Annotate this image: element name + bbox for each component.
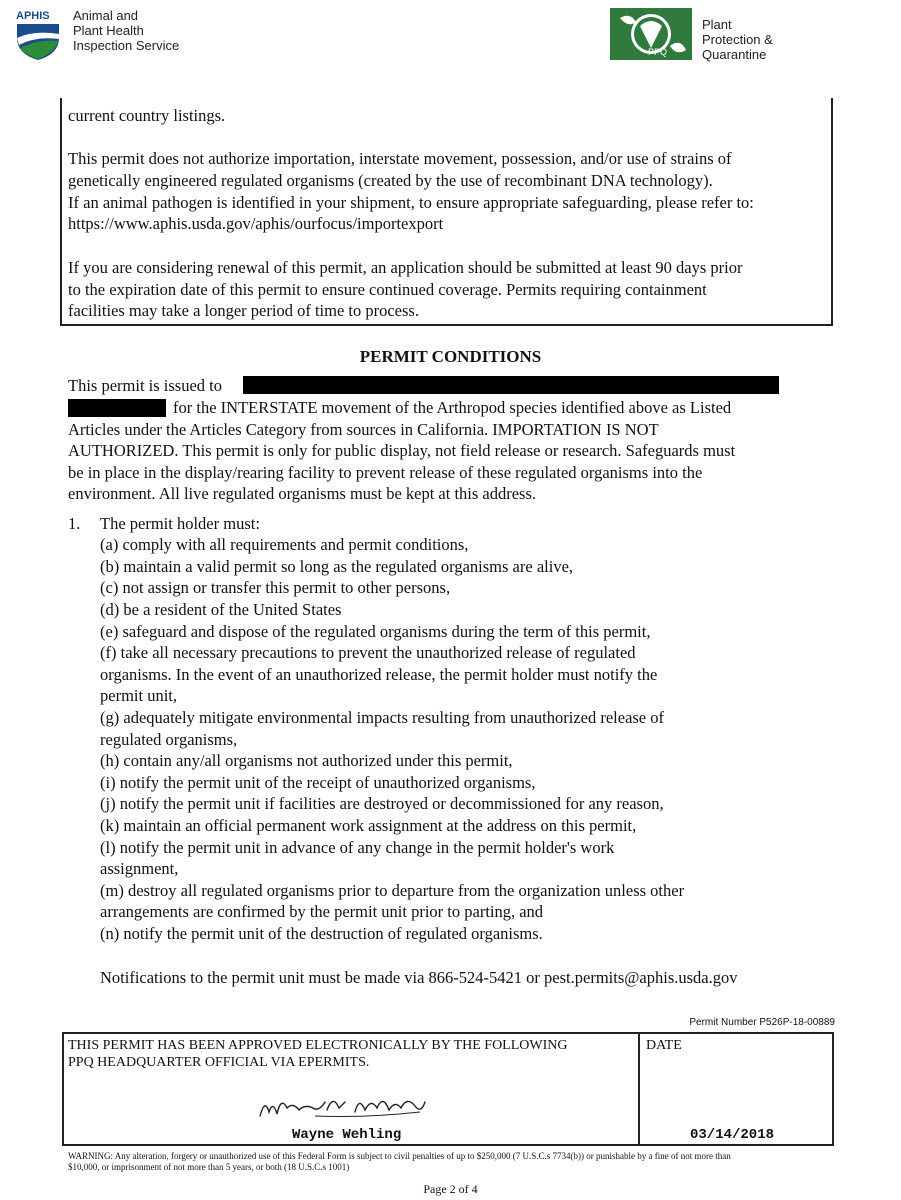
note-line: facilities may take a longer period of time to process. [68, 301, 419, 320]
condition-line: (l) notify the permit unit in advance of any change in the permit holder's work [100, 838, 615, 857]
ppq-line: Plant [702, 17, 732, 32]
note-line: https://www.aphis.usda.gov/aphis/ourfocus/importexport [68, 214, 444, 233]
condition-line: organisms. In the event of an unauthorized release, the permit holder must notify the [100, 665, 658, 684]
note-line: If an animal pathogen is identified in your shipment, to ensure appropriate safeguarding, please refer to: [68, 193, 754, 212]
aphis-logo [14, 8, 64, 60]
condition-line: (h) contain any/all organisms not authorized under this permit, [100, 751, 513, 770]
date-label: DATE [646, 1038, 682, 1053]
ppq-name [702, 17, 773, 62]
conditions-line: be in place in the display/rearing facility to prevent release of these regulated organisms into the [68, 463, 703, 482]
condition-line: arrangements are confirmed by the permit unit prior to parting, and [100, 902, 544, 921]
agency-line: Plant Health [73, 23, 144, 38]
agency-name [73, 8, 179, 53]
ppq-logo-text: PPQ [648, 47, 668, 57]
page-number: Page 2 of 4 [423, 1182, 478, 1196]
permit-number: Permit Number P526P-18-00889 [689, 1017, 835, 1028]
aphis-logo-text: APHIS [16, 10, 50, 22]
issued-to-label: This permit is issued to [68, 376, 222, 395]
ppq-logo [610, 8, 692, 60]
note-line: to the expiration date of this permit to ensure continued coverage. Permits requiring containment [68, 280, 707, 299]
condition-line: (g) adequately mitigate environmental impacts resulting from unauthorized release of [100, 708, 665, 727]
official-name: Wayne Wehling [292, 1127, 402, 1143]
ppq-line: Protection & [702, 32, 773, 47]
condition-line: (k) maintain an official permanent work assignment at the address on this permit, [100, 816, 637, 835]
condition-line: (m) destroy all regulated organisms prior to departure from the organization unless other [100, 881, 685, 900]
item-number: 1. [68, 514, 81, 533]
note-line: If you are considering renewal of this permit, an application should be submitted at least 90 days prior [68, 258, 743, 277]
condition-line: assignment, [100, 859, 179, 878]
signature [255, 1088, 435, 1124]
approval-date: 03/14/2018 [690, 1127, 775, 1143]
agency-line: Animal and [73, 8, 139, 23]
condition-line: (d) be a resident of the United States [100, 600, 342, 619]
condition-line: regulated organisms, [100, 730, 238, 749]
condition-line: (i) notify the permit unit of the receipt of unauthorized organisms, [100, 773, 536, 792]
ppq-line: Quarantine [702, 47, 767, 62]
approval-statement: THIS PERMIT HAS BEEN APPROVED ELECTRONICALLY BY THE FOLLOWING [68, 1038, 568, 1053]
note-line: current country listings. [68, 106, 226, 125]
conditions-line: AUTHORIZED. This permit is only for public display, not field release or research. Safeguards must [68, 441, 736, 460]
note-line: This permit does not authorize importation, interstate movement, possession, and/or use of strains of [68, 149, 732, 168]
conditions-line: for the INTERSTATE movement of the Arthropod species identified above as Listed [173, 398, 732, 417]
condition-line: (b) maintain a valid permit so long as the regulated organisms are alive, [100, 557, 574, 576]
agency-line: Inspection Service [73, 38, 180, 53]
permit-conditions-heading: PERMIT CONDITIONS [359, 347, 542, 366]
condition-line: (e) safeguard and dispose of the regulated organisms during the term of this permit, [100, 622, 651, 641]
condition-line: (f) take all necessary precautions to prevent the unauthorized release of regulated [100, 643, 636, 662]
conditions-line: Articles under the Articles Category from sources in California. IMPORTATION IS NOT [68, 420, 659, 439]
redacted-address [68, 399, 166, 417]
item-intro: The permit holder must: [100, 514, 260, 533]
approval-divider [638, 1032, 640, 1146]
approval-statement: PPQ HEADQUARTER OFFICIAL VIA EPERMITS. [68, 1055, 370, 1070]
condition-line: (a) comply with all requirements and permit conditions, [100, 535, 469, 554]
warning-text: WARNING: Any alteration, forgery or unauthorized use of this Federal Form is subject to civil penalties of up to $250,000 (7 U.S.C.s 7734(b)) or punishable by a fine of not more than [68, 1151, 731, 1161]
note-line: genetically engineered regulated organisms (created by the use of recombinant DNA technology). [68, 171, 713, 190]
condition-line: (j) notify the permit unit if facilities are destroyed or decommissioned for any reason, [100, 794, 664, 813]
redacted-name [243, 376, 779, 394]
warning-text: $10,000, or imprisonment of not more than 5 years, or both (18 U.S.C.s 1001) [68, 1162, 350, 1172]
condition-line: (n) notify the permit unit of the destruction of regulated organisms. [100, 924, 543, 943]
condition-line: (c) not assign or transfer this permit to other persons, [100, 578, 451, 597]
conditions-line: environment. All live regulated organisms must be kept at this address. [68, 484, 537, 503]
condition-line: permit unit, [100, 686, 177, 705]
notification-text: Notifications to the permit unit must be made via 866-524-5421 or pest.permits@aphis.usda.gov [100, 968, 738, 987]
